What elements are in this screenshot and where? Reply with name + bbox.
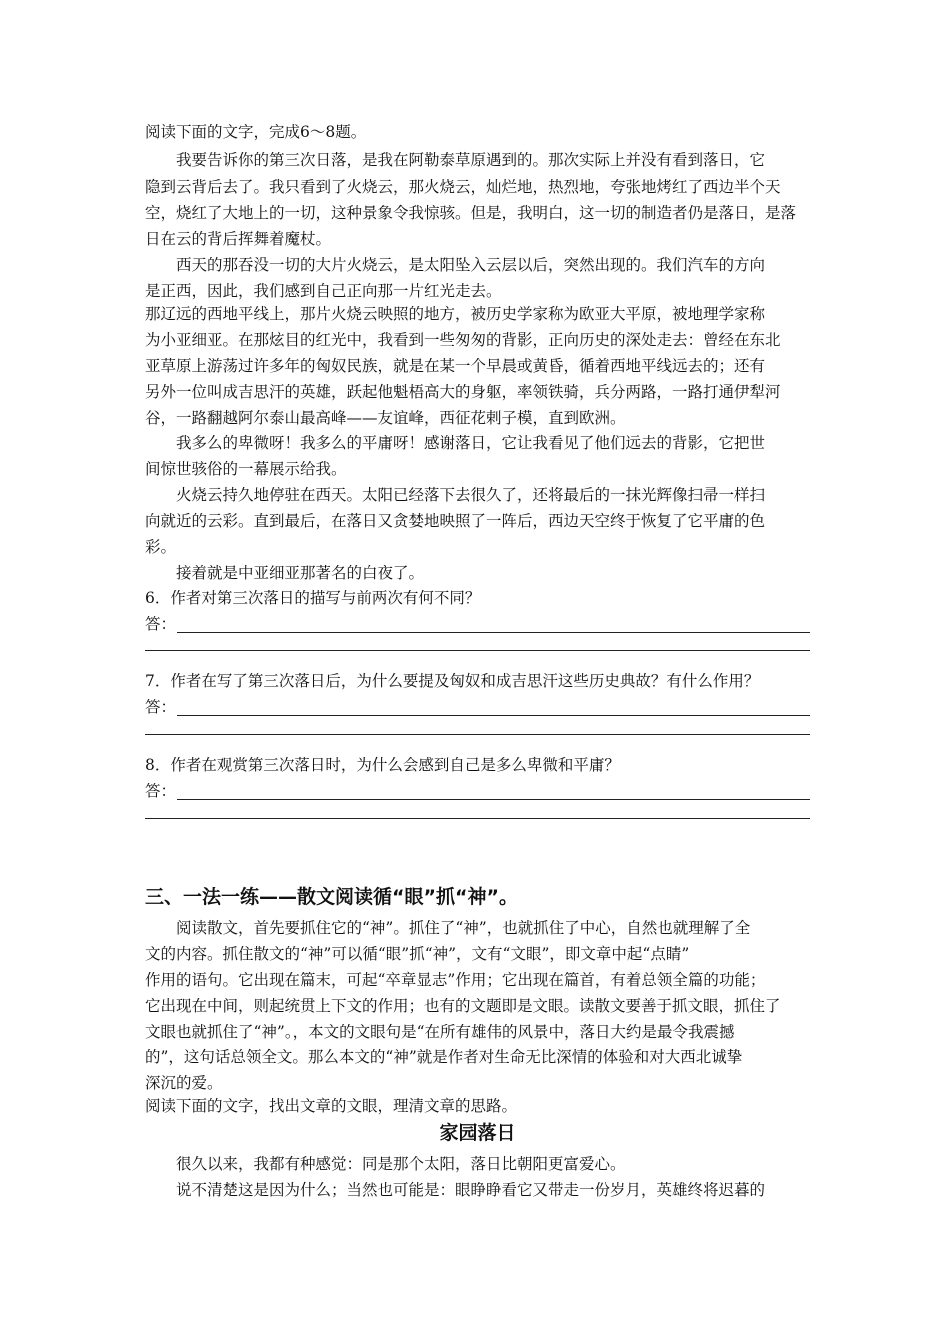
answer-label: 答： bbox=[145, 698, 177, 716]
question-6: 6．作者对第三次落日的描写与前两次有何不同？ bbox=[145, 589, 481, 607]
passage1-line: 另外一位叫成吉思汗的英雄，跃起他魁梧高大的身躯，率领铁骑，兵分两路，一路打通伊犁河 bbox=[145, 383, 781, 401]
section-title: 三、一法一练——散文阅读循“眼”抓“神”。 bbox=[145, 886, 518, 908]
answer-label: 答： bbox=[145, 615, 177, 633]
passage1-line: 谷，一路翻越阿尔泰山最高峰——友谊峰，西征花剌子模，直到欧洲。 bbox=[145, 409, 626, 427]
passage1-line: 间惊世骇俗的一幕展示给我。 bbox=[145, 460, 347, 478]
passage1-line: 彩。 bbox=[145, 538, 177, 556]
passage1-line: 接着就是中亚细亚那著名的白夜了。 bbox=[176, 564, 425, 582]
passage2-line: 很久以来，我都有种感觉：同是那个太阳，落日比朝阳更富爱心。 bbox=[176, 1155, 626, 1173]
question-7: 7．作者在写了第三次落日后，为什么要提及匈奴和成吉思汗这些历史典故？有什么作用？ bbox=[145, 672, 760, 690]
passage2-title: 家园落日 bbox=[439, 1122, 516, 1144]
passage1-line: 日在云的背后挥舞着魔杖。 bbox=[145, 230, 332, 248]
passage1-line: 我要告诉你的第三次日落，是我在阿勒泰草原遇到的。那次实际上并没有看到落日，它 bbox=[176, 151, 766, 169]
question-8: 8．作者在观赏第三次落日时，为什么会感到自己是多么卑微和平庸？ bbox=[145, 756, 620, 774]
passage2-line: 说不清楚这是因为什么；当然也可能是：眼睁睁看它又带走一份岁月，英雄终将迟暮的 bbox=[176, 1181, 766, 1199]
answer-blank-line[interactable] bbox=[145, 650, 810, 651]
passage1-line: 隐到云背后去了。我只看到了火烧云，那火烧云，灿烂地，热烈地，夸张地烤红了西边半个天 bbox=[145, 178, 781, 196]
passage1-line: 亚草原上游荡过许多年的匈奴民族，就是在某一个早晨或黄昏，循着西地平线远去的；还有 bbox=[145, 357, 766, 375]
answer-label: 答： bbox=[145, 782, 177, 800]
section3-line: 文眼也就抓住了“神”。，本文的文眼句是“在所有雄伟的风景中，落日大约是最令我震撼 bbox=[145, 1023, 735, 1041]
answer-field-8[interactable] bbox=[145, 780, 810, 802]
passage1-line: 西天的那吞没一切的大片火烧云，是太阳坠入云层以后，突然出现的。我们汽车的方向 bbox=[176, 256, 766, 274]
passage1-line: 我多么的卑微呀！我多么的平庸呀！感谢落日，它让我看见了他们远去的背影，它把世 bbox=[176, 434, 766, 452]
section3-line: 它出现在中间，则起统贯上下文的作用；也有的文题即是文眼。读散文要善于抓文眼，抓住了 bbox=[145, 997, 781, 1015]
passage1-line: 向就近的云彩。直到最后，在落日又贪婪地映照了一阵后，西边天空终于恢复了它平庸的色 bbox=[145, 512, 766, 530]
answer-blank-line[interactable] bbox=[145, 818, 810, 819]
section3-line: 作用的语句。它出现在篇末，可起“卒章显志”作用；它出现在篇首，有着总领全篇的功能； bbox=[145, 971, 766, 989]
section3-line: 阅读下面的文字，找出文章的文眼，理清文章的思路。 bbox=[145, 1097, 518, 1115]
section3-line: 阅读散文，首先要抓住它的“神”。抓住了“神”，也就抓住了中心，自然也就理解了全 bbox=[176, 919, 751, 937]
answer-underline bbox=[177, 715, 810, 716]
passage1-line: 那辽远的西地平线上，那片火烧云映照的地方，被历史学家称为欧亚大平原，被地理学家称 bbox=[145, 305, 766, 323]
passage1-intro: 阅读下面的文字，完成6～8题。 bbox=[145, 123, 367, 141]
answer-underline bbox=[177, 799, 810, 800]
passage1-line: 是正西，因此，我们感到自己正向那一片红光走去。 bbox=[145, 282, 502, 300]
section3-line: 的”，这句话总领全文。那么本文的“神”就是作者对生命无比深情的体验和对大西北诚挚 bbox=[145, 1048, 743, 1066]
answer-field-7[interactable] bbox=[145, 696, 810, 718]
answer-blank-line[interactable] bbox=[145, 734, 810, 735]
answer-field-6[interactable] bbox=[145, 613, 810, 635]
answer-underline bbox=[177, 632, 810, 633]
section3-line: 文的内容。抓住散文的“神”可以循“眼”抓“神”，文有“文眼”，即文章中起“点睛” bbox=[145, 945, 690, 963]
section3-line: 深沉的爱。 bbox=[145, 1074, 223, 1092]
passage1-line: 为小亚细亚。在那炫目的红光中，我看到一些匆匆的背影，正向历史的深处走去：曾经在东北 bbox=[145, 331, 781, 349]
passage1-line: 空，烧红了大地上的一切，这种景象令我惊骇。但是，我明白，这一切的制造者仍是落日，是落 bbox=[145, 204, 797, 222]
passage1-line: 火烧云持久地停驻在西天。太阳已经落下去很久了，还将最后的一抹光辉像扫帚一样扫 bbox=[176, 486, 766, 504]
